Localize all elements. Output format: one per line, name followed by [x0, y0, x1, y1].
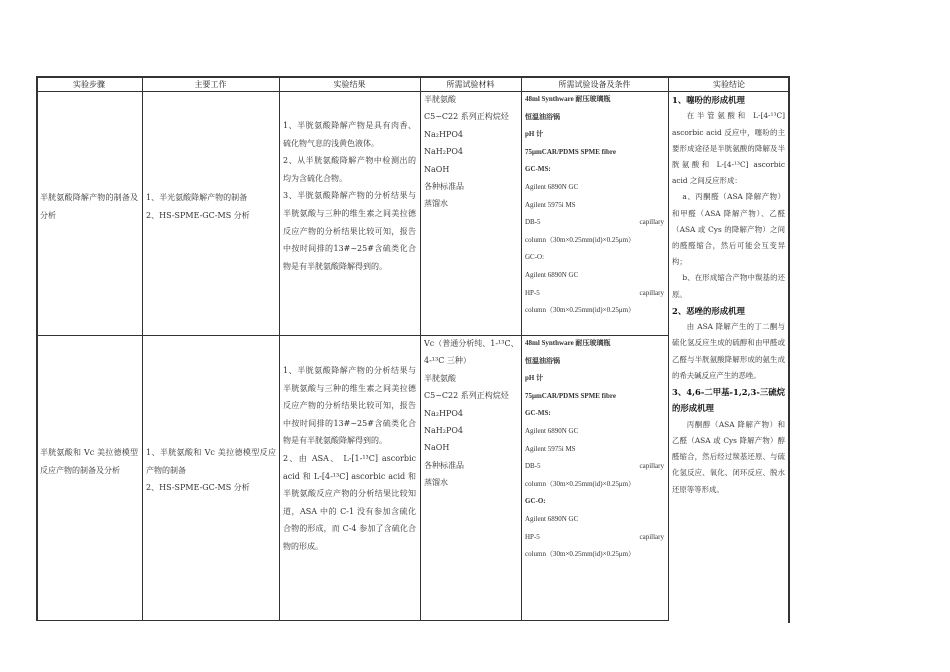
- conclusion-paragraph: a、丙酮醛（ASA 降解产物）和甲醛（ASA 降解产物）、乙醛（ASA 或 Cys 的降解产物）之间的醛醛缩合，然后可能会互变异构；: [672, 192, 785, 267]
- conclusion-cell: [672, 92, 785, 498]
- equipment-item: [525, 285, 664, 303]
- conclusion-heading: 1、噻吩的形成机理: [672, 95, 745, 105]
- grid-line: [36, 620, 669, 621]
- equipment-item: 75μmCAR/PDMS SPME fibre: [525, 391, 616, 400]
- equipment-item: Agilent 5975i MS: [525, 444, 576, 453]
- equipment-item: 恒温油浴锅: [525, 112, 560, 121]
- result-item: 1、半胱氨酸降解产物的分析结果与半胱氨酸与三种的维生素之间美拉德反应产物的分析结果比较可知，报告中按时间排的13#~25#含硫类化合物是有半胱氨酸降解得到的。: [283, 366, 416, 446]
- equipment-item: column（30m×0.25mm(id)×0.25μm）: [525, 550, 636, 559]
- equipment-item: Agilent 6890N GC: [525, 182, 579, 191]
- conclusion-paragraph: 丙酮醇（ASA 降解产物）和乙醛（ASA 或 Cys 降解产物）醇醛缩合，然后经过羰基还原、与硫化氢反应、氧化、闭环反应、脱水还原等等形成。: [672, 419, 785, 494]
- row1-step: [40, 189, 138, 224]
- equipment-item: Agilent 5975i MS: [525, 200, 576, 209]
- header-main-work: 主要工作: [194, 80, 227, 89]
- result-item: 2、由 ASA、 L-[1-¹³C] ascorbic acid 和 L-[4-¹³C] ascorbic acid 和半胱氨酸反应产物的分析结果比较知道，ASA 中的 C-1 没有参加含硫化合物的形成，而 C-4 参加了含硫化合物的形成。: [283, 453, 416, 551]
- header-materials: 所需试验材料: [446, 80, 495, 89]
- equipment-item: GC-MS:: [525, 165, 551, 174]
- work-item: 1、半光氨酸降解产物的制备: [146, 193, 248, 202]
- row2-step: [40, 444, 138, 479]
- equipment-item: [525, 529, 664, 547]
- row1-results: [283, 117, 416, 275]
- equipment-item: Agilent 6890N GC: [525, 514, 579, 523]
- header-step: 实验步骤: [73, 80, 105, 89]
- equipment-item: 48ml Synthware 耐压玻璃瓶: [525, 339, 611, 347]
- material-item: 半胱氨酸: [424, 373, 456, 383]
- header-equipment: 所需试验设备及条件: [558, 80, 631, 89]
- column-name: DB-5: [525, 462, 541, 471]
- row2-work: [146, 444, 276, 497]
- column-type: capillary: [639, 288, 664, 297]
- material-item: Na₂HPO4: [424, 408, 463, 418]
- conclusion-heading: 2、恶唑的形成机理: [672, 305, 745, 316]
- material-item: Vc（普通分析纯、1-¹³C、4-¹³C 三种）: [424, 339, 519, 366]
- row1-materials: [424, 91, 520, 213]
- equipment-item: [525, 458, 664, 476]
- material-item: C5~C22 系列正构烷烃: [424, 112, 509, 122]
- material-item: NaOH: [424, 443, 450, 453]
- equipment-item: column（30m×0.25mm(id)×0.25μm）: [525, 479, 636, 488]
- row1-work: [146, 189, 276, 224]
- equipment-item: GC-O:: [525, 497, 546, 506]
- work-item: 2、HS-SPME-GC-MS 分析: [146, 210, 250, 220]
- column-type: capillary: [639, 218, 664, 227]
- equipment-item: pH 计: [525, 130, 544, 139]
- row2-equipment: [525, 335, 664, 564]
- column-type: capillary: [639, 462, 664, 471]
- material-item: 蒸馏水: [424, 478, 448, 488]
- row2-materials: [424, 335, 520, 492]
- work-item: 2、HS-SPME-GC-MS 分析: [146, 483, 250, 493]
- grid-line: [420, 76, 421, 621]
- result-item: 2、从半胱氨酸降解产物中检测出的均为含硫化合物。: [283, 156, 416, 183]
- material-item: 各种标准品: [424, 460, 464, 470]
- column-type: capillary: [639, 532, 664, 541]
- material-item: NaH₂PO4: [424, 147, 463, 157]
- material-item: Na₂HPO4: [424, 129, 463, 139]
- work-item: 1、半胱氨酸和 Vc 美拉德模型反应产物的制备: [146, 448, 276, 475]
- material-item: 蒸馏水: [424, 199, 448, 209]
- row1-equipment: [525, 91, 664, 320]
- column-name: HP-5: [525, 288, 540, 297]
- equipment-item: column（30m×0.25mm(id)×0.25μm）: [525, 235, 636, 244]
- material-item: C5~C22 系列正构烷烃: [424, 391, 509, 401]
- step-text: 半胱氨酸和 Vc 美拉德模型反应产物的制备及分析: [40, 448, 138, 475]
- header-results: 实验结果: [333, 80, 366, 89]
- equipment-item: GC-O:: [525, 253, 545, 262]
- column-name: DB-5: [525, 218, 541, 227]
- conclusion-paragraph: 由 ASA 降解产生的丁二酮与硫化氢反应生成的硫醇和由甲醛或乙醛与半胱氨酸降解形成的氨生成的希夫碱反应产生的恶唑。: [672, 322, 785, 380]
- material-item: 半胱氨酸: [424, 95, 456, 104]
- equipment-item: Agilent 6890N GC: [525, 426, 579, 435]
- equipment-item: 恒温油浴锅: [525, 356, 560, 365]
- conclusion-paragraph: b、在形成缩合产物中羰基的还原。: [672, 273, 785, 299]
- experiment-table: [36, 76, 790, 620]
- column-name: HP-5: [525, 532, 540, 541]
- equipment-item: pH 计: [525, 374, 544, 383]
- equipment-item: GC-MS:: [525, 409, 551, 418]
- equipment-item: column（30m×0.25mm(id)×0.25μm）: [525, 306, 636, 315]
- conclusion-heading: 3、4,6-二甲基-1,2,3-三硫烷的形成机理: [672, 387, 785, 414]
- grid-line: [521, 76, 522, 621]
- result-item: 3、半胱氨酸降解产物的分析结果与半胱氨酸与三种的维生素之间美拉德反应产物的分析结果比较可知，报告中按时间排的13#~25#含硫类化合物是有半胱氨酸降解得到的。: [283, 191, 416, 271]
- step-text: 半胱氨酸降解产物的制备及分析: [40, 193, 138, 220]
- material-item: 各种标准品: [424, 182, 464, 192]
- grid-line: [668, 76, 669, 621]
- grid-line: [36, 76, 38, 621]
- material-item: NaH₂PO4: [424, 426, 463, 436]
- material-item: NaOH: [424, 164, 450, 174]
- equipment-item: Agilent 6890N GC: [525, 270, 579, 279]
- grid-line: [142, 76, 143, 621]
- header-conclusion: 实验结论: [713, 80, 745, 89]
- equipment-item: [525, 214, 664, 232]
- equipment-item: 48ml Synthware 耐压玻璃瓶: [525, 95, 611, 103]
- equipment-item: 75μmCAR/PDMS SPME fibre: [525, 147, 616, 156]
- result-item: 1、半胱氨酸降解产物是具有肉香、硫化物气息的浅黄色液体。: [283, 121, 416, 148]
- grid-line: [279, 76, 280, 621]
- grid-line: [788, 76, 790, 623]
- row2-results: [283, 362, 416, 556]
- conclusion-paragraph: 在半管氨酸和 L-[4-¹³C] ascorbic acid 反应中，噻吩的主要形成途径是半胱氨酸的降解及半胱氨酸和 L-[4-¹³C] ascorbic acid 之间反应形成：: [672, 111, 785, 186]
